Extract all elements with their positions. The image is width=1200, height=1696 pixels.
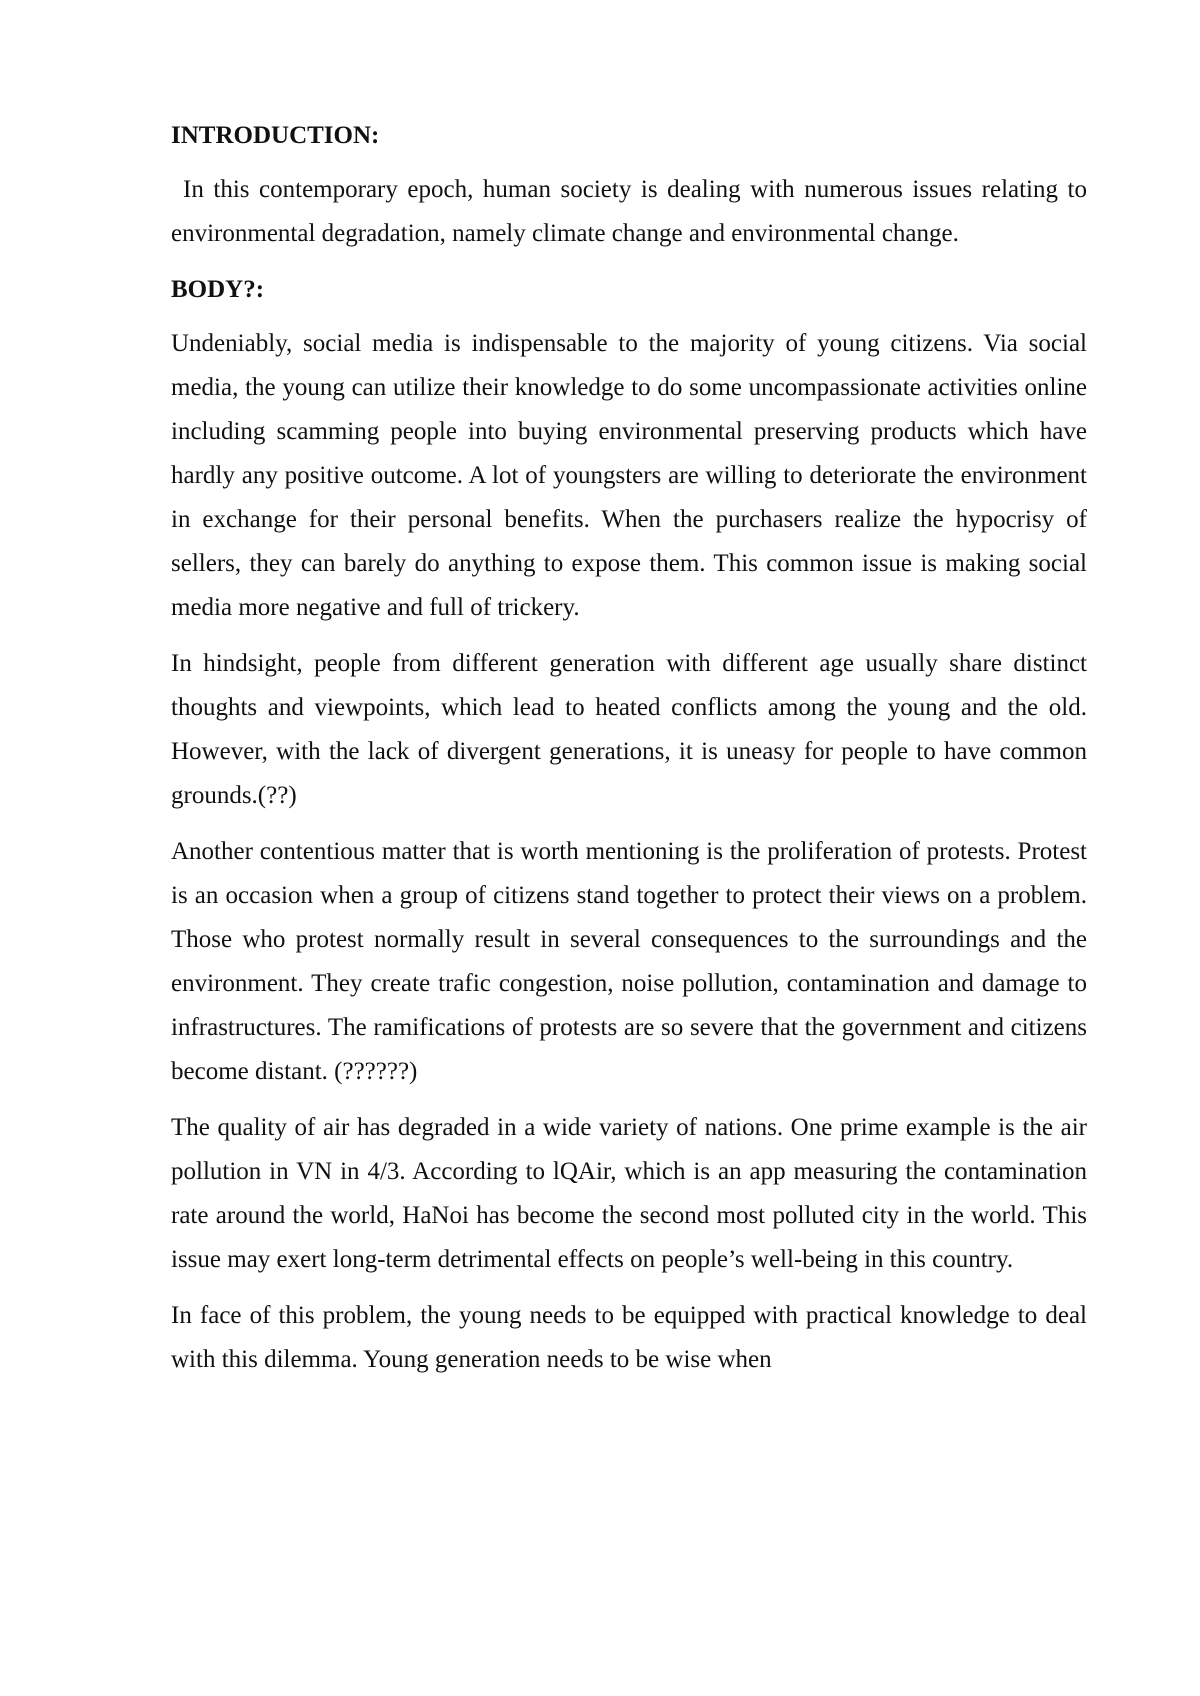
introduction-paragraph: In this contemporary epoch, human society is dealing with numerous issues relating to environmental degradation, namely climate change and environmental change. bbox=[171, 176, 1087, 247]
introduction-heading: INTRODUCTION: bbox=[171, 122, 380, 149]
body-paragraph-air-quality: The quality of air has degraded in a wide variety of nations. One prime example is the air pollution in VN in 4/3. According to lQAir, which is an app measuring the contamination rate around the world, HaNoi has become the second most polluted city in the world. This issue may exert long-term detrimental effects on people’s well-being in this country. bbox=[171, 1114, 1087, 1273]
body-paragraph-social-media: Undeniably, social media is indispensable to the majority of young citizens. Via social media, the young can utilize their knowledge to do some uncompassionate activities online including scamming people into buying environmental preserving products which have hardly any positive outcome. A lot of youngsters are willing to deteriorate the environment in exchange for their personal benefits. When the purchasers realize the hypocrisy of sellers, they can barely do anything to expose them. This common issue is making social media more negative and full of trickery. bbox=[171, 330, 1087, 621]
document-content bbox=[171, 114, 1087, 1394]
body-paragraph-protests: Another contentious matter that is worth mentioning is the proliferation of protests. Protest is an occasion when a group of citizens stand together to protect their views on a problem. Those who protest normally result in several consequences to the surroundings and the environment. They create trafic congestion, noise pollution, contamination and damage to infrastructures. The ramifications of protests are so severe that the government and citizens become distant. (??????) bbox=[171, 838, 1087, 1085]
body-paragraph-young-generation: In face of this problem, the young needs to be equipped with practical knowledge to deal with this dilemma. Young generation needs to be wise when bbox=[171, 1302, 1087, 1373]
body-heading: BODY?: bbox=[171, 276, 265, 303]
body-paragraph-generations: In hindsight, people from different generation with different age usually share distinct thoughts and viewpoints, which lead to heated conflicts among the young and the old. However, with the lack of divergent generations, it is uneasy for people to have common grounds.(??) bbox=[171, 650, 1087, 809]
